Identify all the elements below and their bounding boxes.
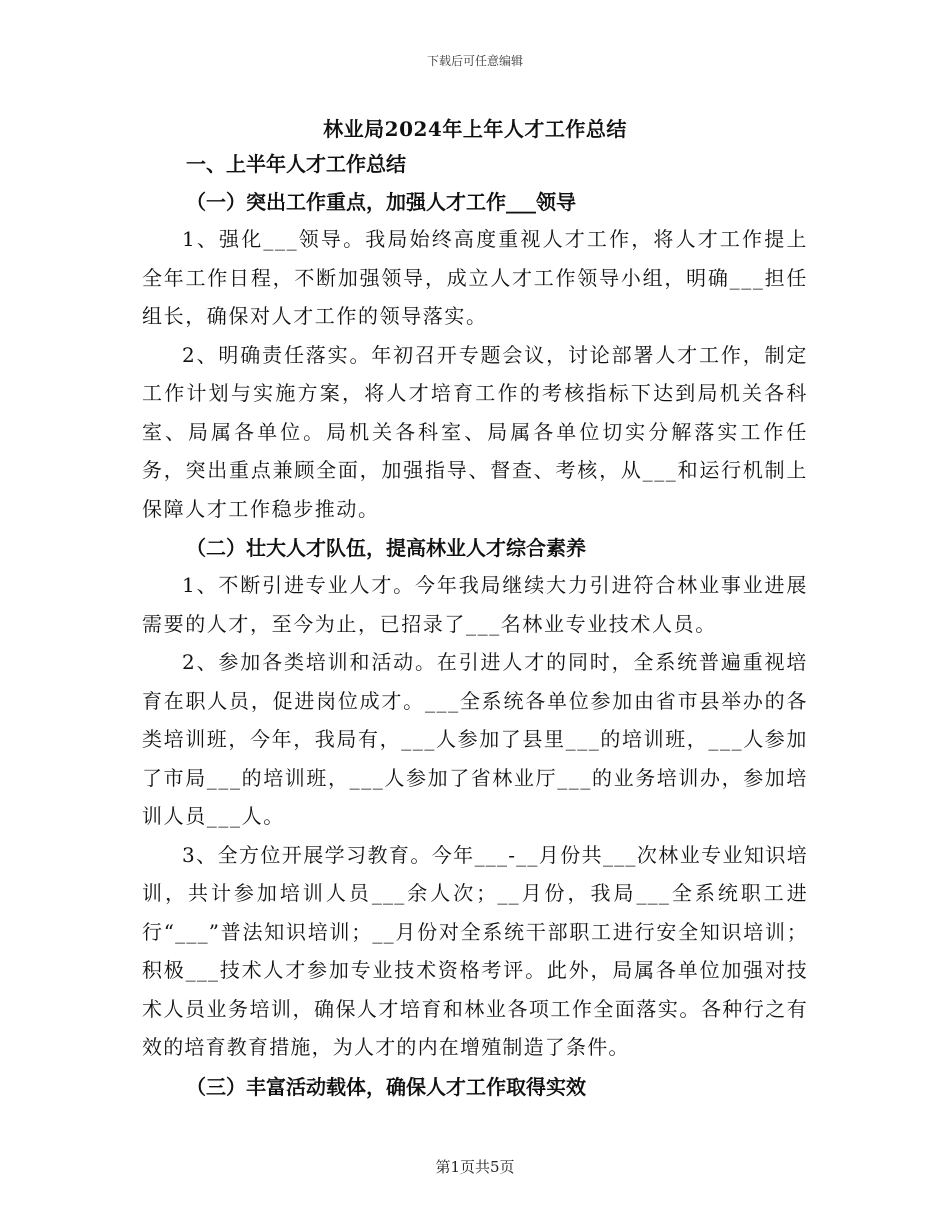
paragraph-1-2: 2、明确责任落实。年初召开专题会议，讨论部署人才工作，制定工作计划与实施方案，将人才培育工作的考核指标下达到局机关各科室、局属各单位。局机关各科室、局属各单位切实分解落实工作任务，突出重点兼顾全面，加强指导、督查、考核，从___和运行机制上保障人才工作稳步推动。 (142, 342, 808, 521)
document-body (142, 112, 808, 1105)
header-note: 下载后可任意编辑 (426, 54, 523, 68)
section-heading-1: 一、上半年人才工作总结 (186, 152, 406, 176)
paragraph-1-1: 1、强化___领导。我局始终高度重视人才工作，将人才工作提上全年工作日程，不断加强领导，成立人才工作领导小组，明确___担任组长，确保对人才工作的领导落实。 (142, 227, 808, 328)
paragraph-2-1: 1、不断引进专业人才。今年我局继续大力引进符合林业事业进展需要的人才，至今为止，已招录了___名林业专业技术人员。 (142, 573, 808, 636)
subsection-heading-3: （三）丰富活动载体，确保人才工作取得实效 (186, 1074, 586, 1099)
page-footer: 第1页共5页 (435, 1158, 515, 1176)
paragraph-2-2: 2、参加各类培训和活动。在引进人才的同时，全系统普遍重视培育在职人员，促进岗位成才。___全系统各单位参加由省市县举办的各类培训班，今年，我局有，___人参加了县里___的培训班，___人参加了市局___的培训班，___人参加了省林业厅___的业务培训办，参加培训人员___人。 (142, 650, 808, 828)
document-title: 林业局2024年上年人才工作总结 (323, 117, 627, 141)
paragraph-2-3: 3、全方位开展学习教育。今年___-__月份共___次林业专业知识培训，共计参加培训人员___余人次；__月份，我局___全系统职工进行“___”普法知识培训；__月份对全系统干部职工进行安全知识培训；积极___技术人才参加专业技术资格考评。此外，局属各单位加强对技术人员业务培训，确保人才培育和林业各项工作全面落实。各种行之有效的培育教育措施，为人才的内在增殖制造了条件。 (142, 842, 808, 1059)
subsection-heading-1: （一）突出工作重点，加强人才工作___领导 (186, 190, 576, 214)
subsection-heading-2: （二）壮大人才队伍，提高林业人才综合素养 (186, 536, 586, 560)
